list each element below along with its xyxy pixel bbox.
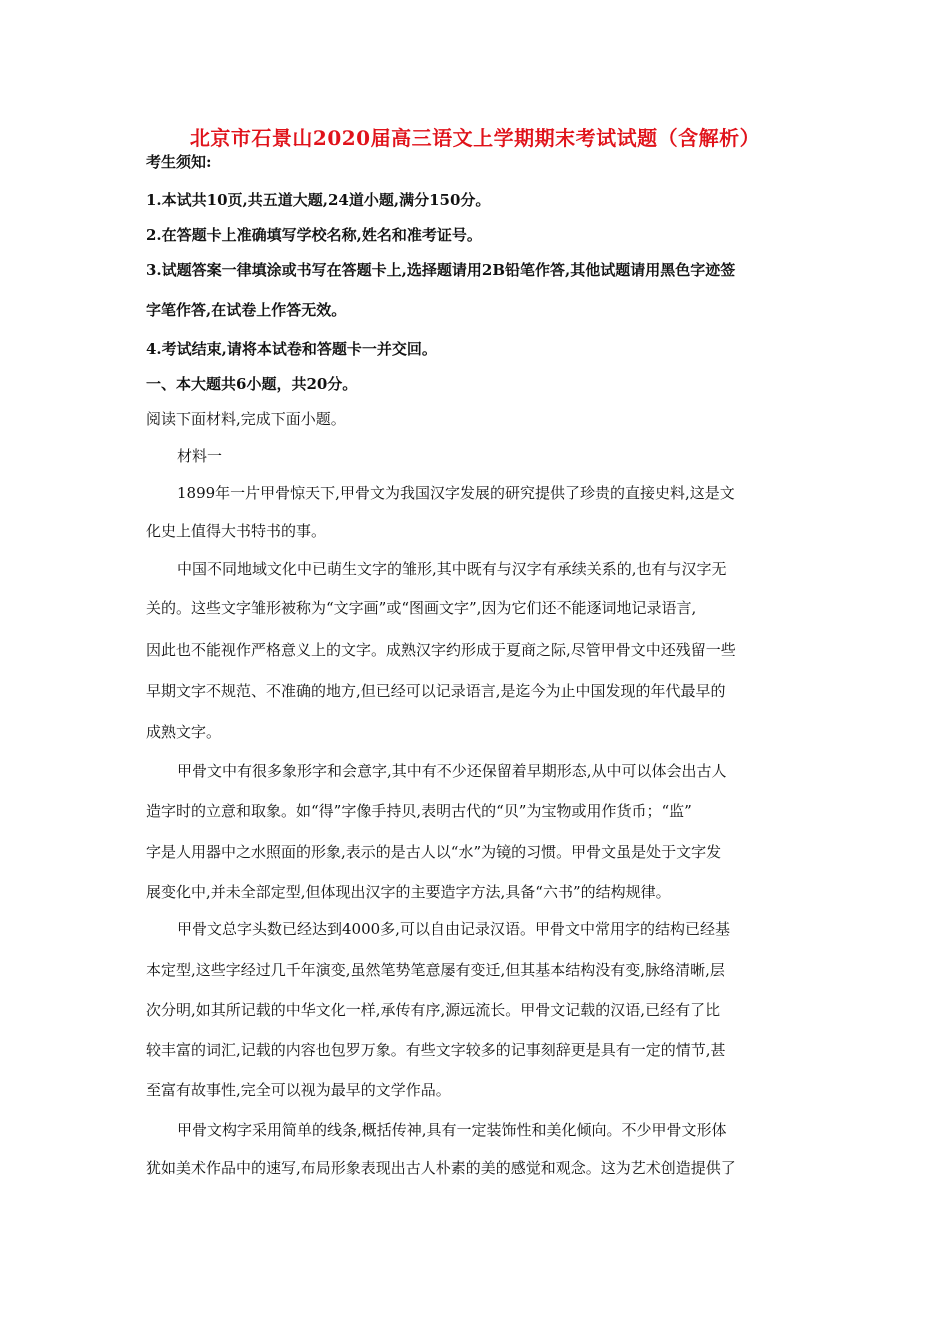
notice-item: 1.本试共10页,共五道大题,24道小题,满分150分。 xyxy=(146,191,491,209)
paragraph-line: 造字时的立意和取象。如“得”字像手持贝,表明古代的“贝”为宝物或用作货币；“监” xyxy=(146,802,692,820)
paragraph-line: 甲骨文构字采用简单的线条,概括传神,具有一定装饰性和美化倾向。不少甲骨文形体 xyxy=(177,1121,727,1139)
document-title: 北京市石景山2020届高三语文上学期期末考试试题（含解析） xyxy=(189,126,761,150)
paragraph-line: 甲骨文中有很多象形字和会意字,其中有不少还保留着早期形态,从中可以体会出古人 xyxy=(177,762,727,780)
paragraph-line: 本定型,这些字经过几千年演变,虽然笔势笔意屡有变迁,但其基本结构没有变,脉络清晰,层 xyxy=(146,961,725,979)
paragraph-line: 因此也不能视作严格意义上的文字。成熟汉字约形成于夏商之际,尽管甲骨文中还残留一些 xyxy=(146,641,736,659)
section-heading: 一、本大题共6小题，共20分。 xyxy=(146,375,358,393)
paragraph-line: 至富有故事性,完全可以视为最早的文学作品。 xyxy=(146,1081,451,1099)
paragraph-line: 次分明,如其所记载的中华文化一样,承传有序,源远流长。甲骨文记载的汉语,已经有了比 xyxy=(146,1001,721,1019)
material-label: 材料一 xyxy=(177,447,223,465)
notice-item: 2.在答题卡上准确填写学校名称,姓名和准考证号。 xyxy=(146,226,482,244)
paragraph-line: 早期文字不规范、不准确的地方,但已经可以记录语言,是迄今为止中国发现的年代最早的 xyxy=(146,682,726,700)
paragraph-line: 成熟文字。 xyxy=(146,723,222,741)
notice-item: 字笔作答,在试卷上作答无效。 xyxy=(146,301,347,319)
instruction-text: 阅读下面材料,完成下面小题。 xyxy=(146,410,346,428)
paragraph-line: 犹如美术作品中的速写,布局形象表现出古人朴素的美的感觉和观念。这为艺术创造提供了 xyxy=(146,1159,736,1177)
paragraph-line: 甲骨文总字头数已经达到4000多,可以自由记录汉语。甲骨文中常用字的结构已经基 xyxy=(177,920,730,938)
notice-item: 4.考试结束,请将本试卷和答题卡一并交回。 xyxy=(146,340,437,358)
paragraph-line: 展变化中,并未全部定型,但体现出汉字的主要造字方法,具备“六书”的结构规律。 xyxy=(146,883,671,901)
notice-heading: 考生须知: xyxy=(146,153,212,171)
paragraph-line: 化史上值得大书特书的事。 xyxy=(146,522,327,540)
paragraph-line: 中国不同地域文化中已萌生文字的雏形,其中既有与汉字有承续关系的,也有与汉字无 xyxy=(177,560,727,578)
paragraph-line: 字是人用器中之水照面的形象,表示的是古人以“水”为镜的习惯。甲骨文虽是处于文字发 xyxy=(146,843,722,861)
notice-item: 3.试题答案一律填涂或书写在答题卡上,选择题请用2B铅笔作答,其他试题请用黑色字迹签 xyxy=(146,261,736,279)
paragraph-line: 关的。这些文字雏形被称为“文字画”或“图画文字”,因为它们还不能逐词地记录语言, xyxy=(146,599,697,617)
paragraph-line: 1899年一片甲骨惊天下,甲骨文为我国汉字发展的研究提供了珍贵的直接史料,这是文 xyxy=(177,484,735,502)
paragraph-line: 较丰富的词汇,记载的内容也包罗万象。有些文字较多的记事刻辞更是具有一定的情节,甚 xyxy=(146,1041,726,1059)
